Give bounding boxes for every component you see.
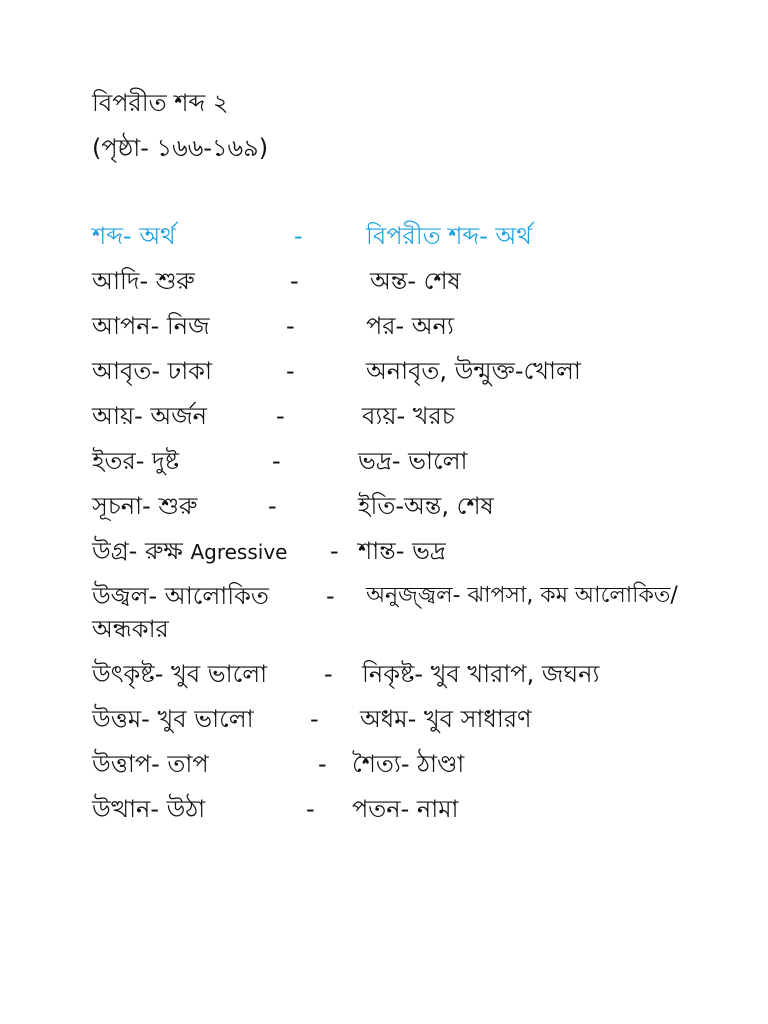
row-right: অনাবৃত, উন্মুক্ত-খোলা <box>366 357 581 385</box>
row-dash: - <box>276 402 285 430</box>
row-dash: - <box>306 795 315 823</box>
header-left: শব্দ- অর্থ <box>92 222 176 250</box>
row-left: সূচনা- শুরু <box>92 492 198 520</box>
row-right: অন্ত- শেষ <box>370 267 461 295</box>
row-right: শান্ত- ভদ্র <box>358 537 446 565</box>
row-dash: - <box>326 582 335 610</box>
row-left: উত্তাপ- তাপ <box>92 750 209 778</box>
row-dash: - <box>318 750 327 778</box>
row-left: উত্থান- উঠা <box>92 795 206 823</box>
row-right: অধম- খুব সাধারণ <box>360 705 532 733</box>
row-right: পর- অন্য <box>366 312 454 340</box>
row-left-bengali: উগ্র- রুক্ষ <box>92 537 183 565</box>
document-title: বিপরীত শব্দ ২ <box>92 89 229 117</box>
row-right: ভদ্র- ভালো <box>358 447 468 475</box>
header-dash: - <box>294 222 303 250</box>
row-left: আবৃত- ঢাকা <box>92 357 212 385</box>
row-right: ইতি-অন্ত, শেষ <box>358 492 494 520</box>
row-dash: - <box>324 660 333 688</box>
row-right: শৈত্য- ঠাণ্ডা <box>352 750 465 778</box>
row-left: উৎকৃষ্ট- খুব ভালো <box>92 660 268 688</box>
page-range: (পৃষ্ঠা- ১৬৬-১৬৯) <box>92 134 269 162</box>
row-left: আয়- অর্জন <box>92 402 208 430</box>
row-left: ইতর- দুষ্ট <box>92 447 179 475</box>
row-dash: - <box>290 267 299 295</box>
row-dash: - <box>330 537 339 565</box>
row-dash: - <box>286 357 295 385</box>
header-right: বিপরীত শব্দ- অর্থ <box>366 222 532 250</box>
row-left-latin: Agressive <box>190 540 288 564</box>
row-left: উজ্বল- আলোকিত <box>92 582 269 610</box>
row-right-continued: অন্ধকার <box>92 615 169 643</box>
row-dash: - <box>286 312 295 340</box>
row-left: আদি- শুরু <box>92 267 195 295</box>
row-right: পতন- নামা <box>352 795 459 823</box>
row-left: আপন- নিজ <box>92 312 210 340</box>
row-dash: - <box>268 492 277 520</box>
row-dash: - <box>310 705 319 733</box>
row-left <box>92 536 287 567</box>
row-right: অনুজ্জ্বল- ঝাপসা, কম আলোকিত/ <box>366 583 678 608</box>
row-right: ব্যয়- খরচ <box>362 402 455 430</box>
row-left: উত্তম- খুব ভালো <box>92 705 254 733</box>
row-right: নিকৃষ্ট- খুব খারাপ, জঘন্য <box>362 660 600 688</box>
row-dash: - <box>272 447 281 475</box>
